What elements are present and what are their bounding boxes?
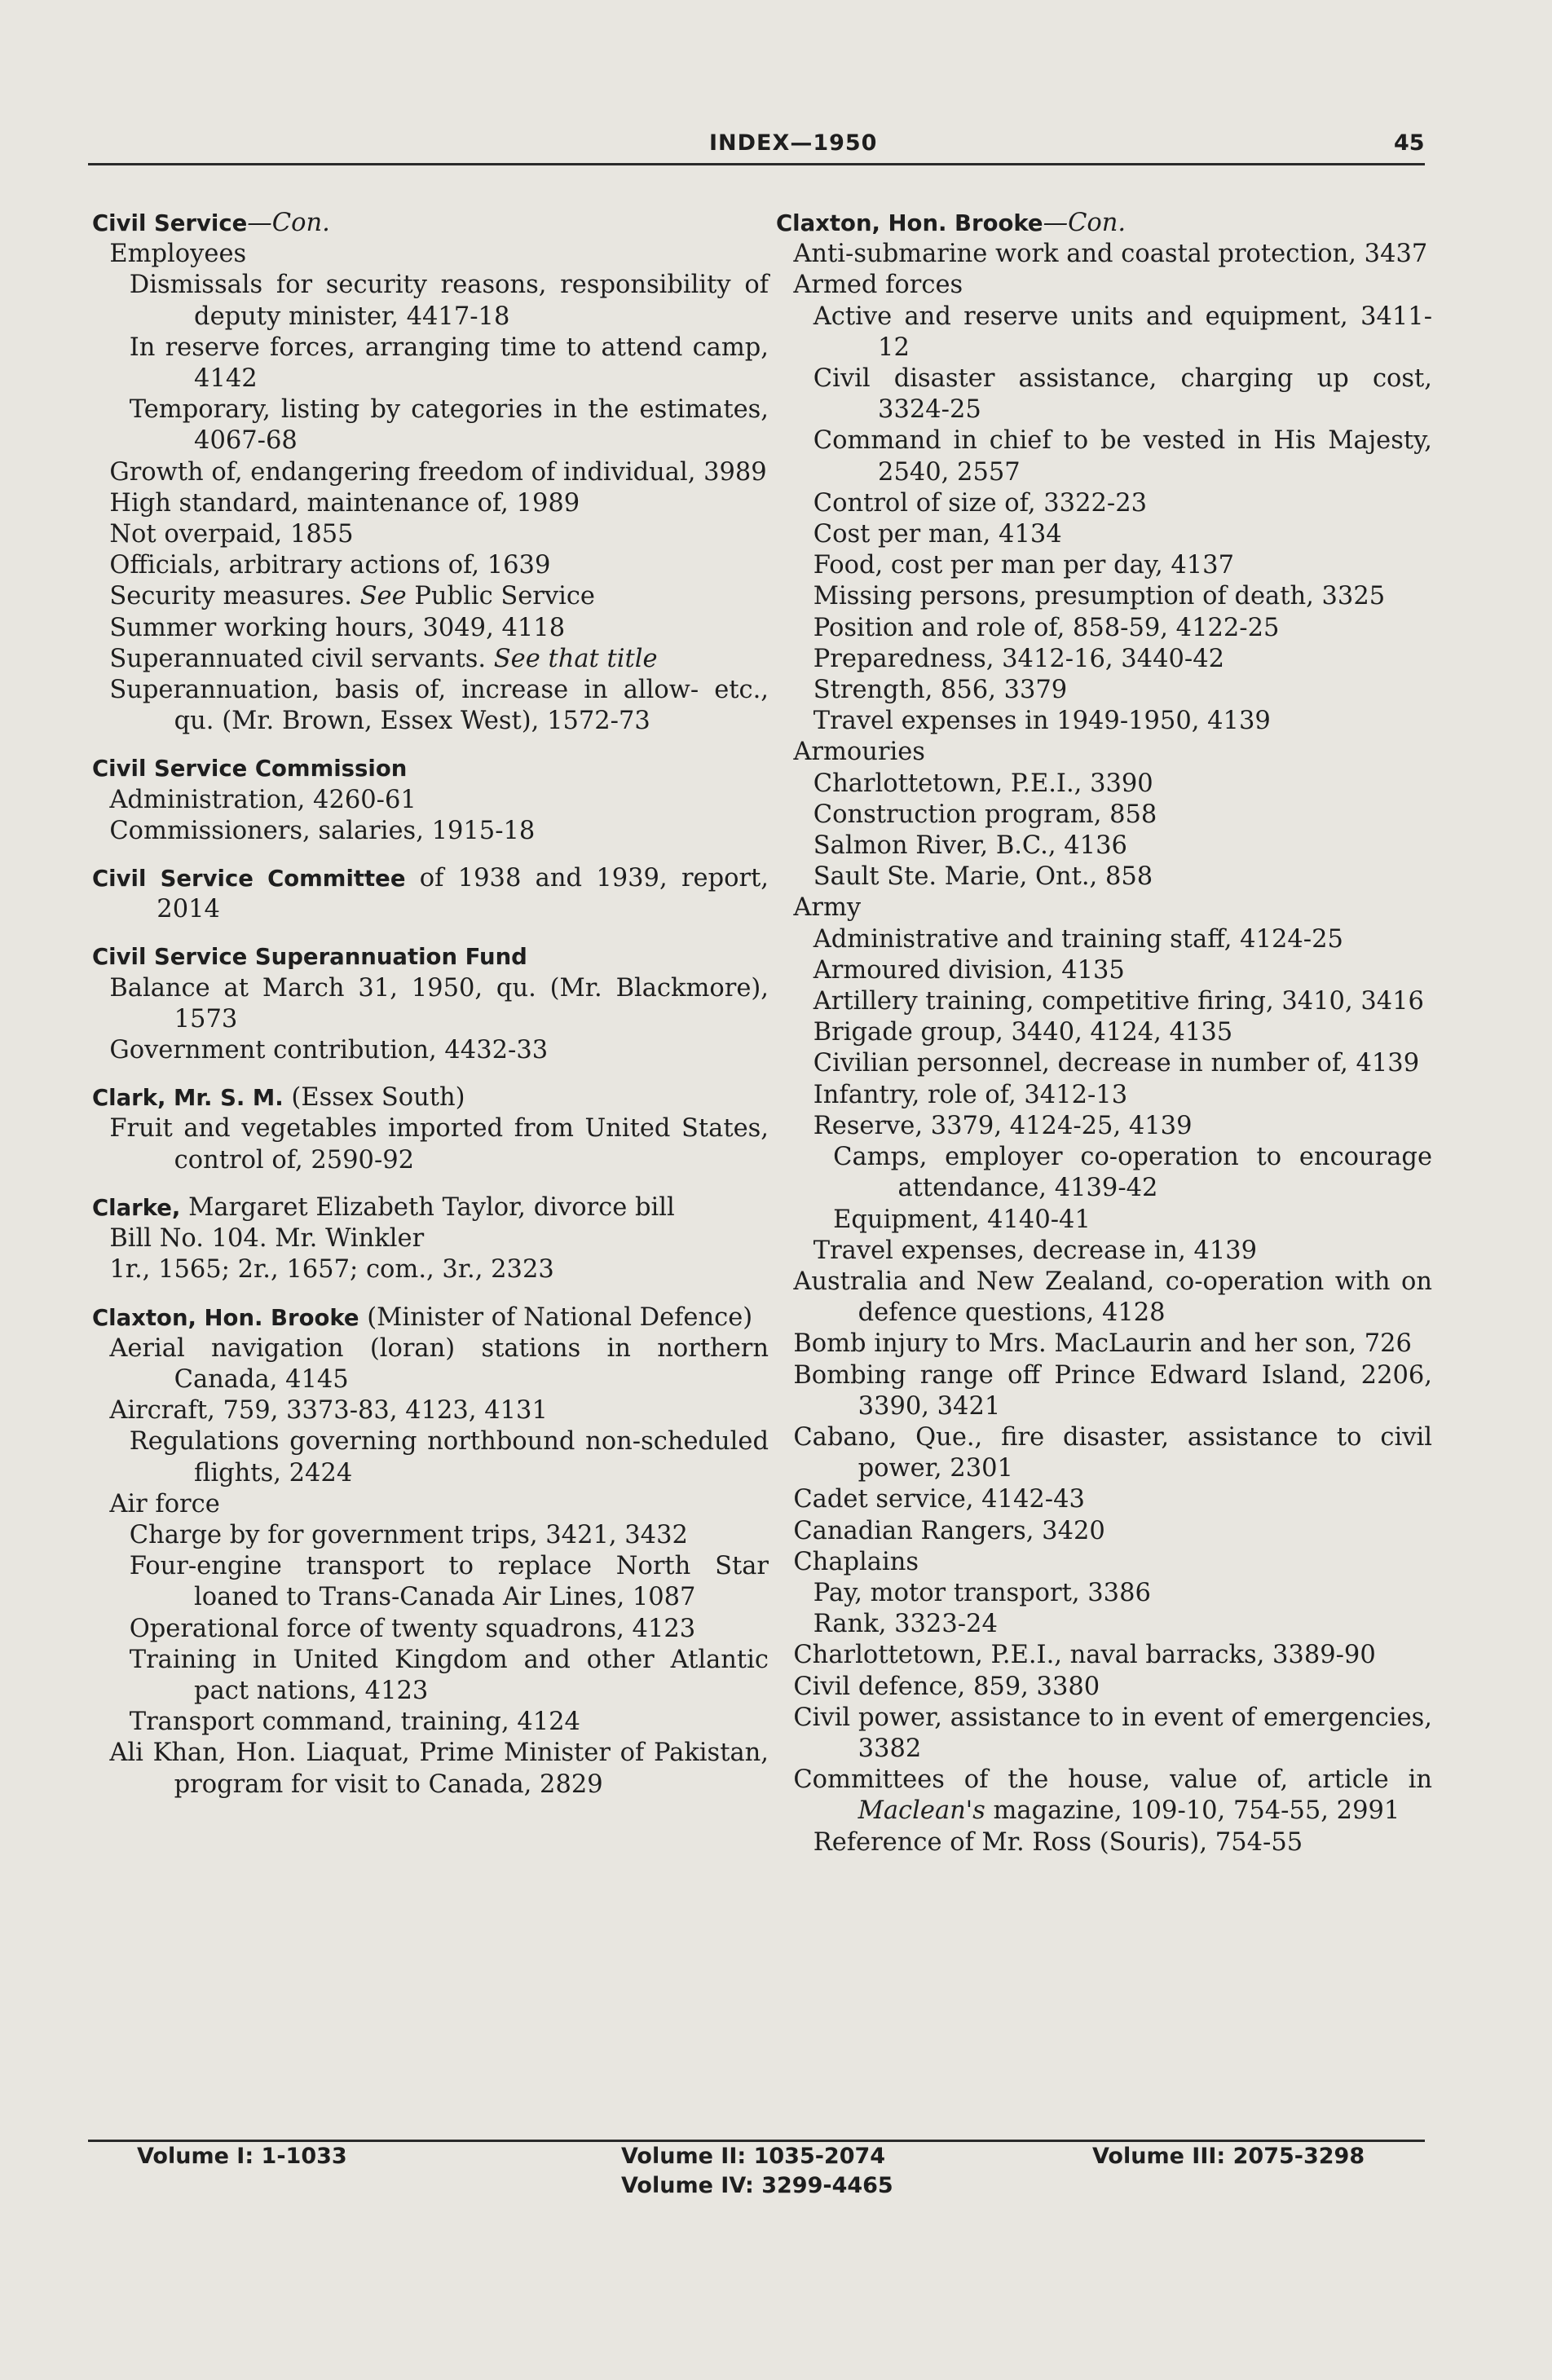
- index-entry: Administration, 4260-61: [109, 785, 417, 814]
- page-number: 45: [1394, 130, 1425, 156]
- header-rule: [88, 163, 1425, 165]
- heading-name: Civil Service: [92, 210, 248, 236]
- index-entry: Not overpaid, 1855: [109, 520, 354, 549]
- index-heading: [92, 208, 769, 239]
- index-entry: Growth of, endangering freedom of individual, 3989: [109, 457, 767, 487]
- index-entry: Control of size of, 3322-23: [813, 488, 1147, 518]
- index-entry: Position and role of, 858-59, 4122-25: [813, 613, 1280, 642]
- footer-volume-2: Volume II: 1035-2074: [621, 2144, 886, 2169]
- footer-rule: [88, 2140, 1425, 2142]
- index-heading: Clark, Mr. S. M. (Essex South): [92, 1083, 465, 1113]
- index-entry: Operational force of twenty squadrons, 4123: [129, 1614, 696, 1643]
- index-entry: Cabano, Que., fire disaster, assistance to civil power, 2301: [793, 1422, 1432, 1483]
- index-entry: Civilian personnel, decrease in number of, 4139: [813, 1049, 1420, 1078]
- index-entry: Balance at March 31, 1950, qu. (Mr. Blackmore), 1573: [109, 973, 769, 1034]
- index-heading: [776, 208, 1432, 239]
- right-column: [776, 208, 1432, 1858]
- index-entry: Training in United Kingdom and other Atlantic pact nations, 4123: [129, 1645, 769, 1705]
- heading-name: Claxton, Hon. Brooke: [92, 1304, 359, 1331]
- index-entry: Australia and New Zealand, co-operation with on defence questions, 4128: [793, 1267, 1432, 1328]
- index-entry: Sault Ste. Marie, Ont., 858: [813, 862, 1153, 892]
- italic-text: Maclean's: [858, 1796, 985, 1826]
- heading-continued: —Con.: [1043, 209, 1127, 237]
- index-entry: Travel expenses, decrease in, 4139: [813, 1236, 1258, 1265]
- index-entry: Dismissals for security reasons, responsibility of deputy minister, 4417-18: [129, 271, 769, 331]
- index-entry: Civil defence, 859, 3380: [793, 1672, 1100, 1701]
- index-entry: Missing persons, presumption of death, 3325: [813, 582, 1386, 611]
- index-entry: Salmon River, B.C., 4136: [813, 831, 1127, 861]
- index-entry: Anti-submarine work and coastal protection, 3437: [793, 240, 1428, 269]
- index-entry: Armed forces: [793, 271, 963, 300]
- index-entry: Artillery training, competitive firing, 3410, 3416: [813, 987, 1424, 1016]
- index-entry: Reference of Mr. Ross (Souris), 754-55: [813, 1827, 1303, 1857]
- index-entry: Commissioners, salaries, 1915-18: [109, 816, 536, 845]
- index-entry: Superannuation, basis of, increase in allow- etc., qu. (Mr. Brown, Essex West), 1572-73: [109, 676, 769, 736]
- index-entry: Committees of the house, value of, article in Maclean's magazine, 109-10, 754-55, 2991: [793, 1765, 1432, 1826]
- index-entry: Civil disaster assistance, charging up cost, 3324-25: [813, 364, 1432, 425]
- index-entry: Fruit and vegetables imported from United States, control of, 2590-92: [109, 1114, 769, 1175]
- index-entry: Bill No. 104. Mr. Winkler: [109, 1224, 425, 1254]
- index-entry: Temporary, listing by categories in the estimates, 4067-68: [129, 395, 769, 456]
- index-heading: Civil Service Committee of 1938 and 1939, report, 2014: [92, 864, 769, 924]
- footer-volume-4: Volume IV: 3299-4465: [621, 2173, 893, 2198]
- index-entry: Pay, motor transport, 3386: [813, 1578, 1151, 1607]
- index-entry: Army: [793, 893, 862, 923]
- index-entry: Ali Khan, Hon. Liaquat, Prime Minister of Pakistan, program for visit to Canada, 2829: [109, 1739, 769, 1799]
- index-entry: Government contribution, 4432-33: [109, 1036, 549, 1065]
- index-entry: Aircraft, 759, 3373-83, 4123, 4131: [109, 1396, 548, 1426]
- page-title: INDEX—1950: [709, 130, 878, 156]
- index-entry: Cadet service, 4142-43: [793, 1485, 1085, 1514]
- index-entry: Charge by for government trips, 3421, 3432: [129, 1520, 688, 1549]
- index-entry: Canadian Rangers, 3420: [793, 1516, 1105, 1545]
- index-entry: Bomb injury to Mrs. MacLaurin and her son, 726: [793, 1329, 1412, 1359]
- index-entry: Air force: [109, 1489, 220, 1518]
- index-entry: 1r., 1565; 2r., 1657; com., 3r., 2323: [109, 1255, 554, 1285]
- index-entry: Equipment, 4140-41: [833, 1205, 1091, 1234]
- index-entry: Armoured division, 4135: [813, 955, 1125, 985]
- index-entry: Strength, 856, 3379: [813, 676, 1068, 705]
- index-entry: Chaplains: [793, 1547, 919, 1576]
- index-entry: Bombing range off Prince Edward Island, 2206, 3390, 3421: [793, 1360, 1432, 1421]
- heading-name: Clarke,: [92, 1194, 181, 1221]
- see-reference: See: [351, 582, 407, 611]
- index-entry: Active and reserve units and equipment, 3411-12: [813, 302, 1432, 362]
- index-entry: Officials, arbitrary actions of, 1639: [109, 551, 551, 580]
- index-entry: Administrative and training staff, 4124-25: [813, 924, 1343, 954]
- index-entry: Preparedness, 3412-16, 3440-42: [813, 644, 1225, 673]
- index-entry: Employees: [109, 240, 247, 269]
- index-entry: Transport command, training, 4124: [129, 1708, 580, 1737]
- index-heading: [92, 753, 769, 784]
- index-entry: Regulations governing northbound non-scheduled flights, 2424: [129, 1427, 769, 1488]
- heading-name: Civil Service Superannuation Fund: [92, 944, 527, 971]
- left-column: [92, 208, 769, 1800]
- index-entry: Superannuated civil servants. See that title: [109, 644, 658, 673]
- heading-name: Civil Service Committee: [92, 866, 406, 892]
- heading-name: Civil Service Commission: [92, 756, 408, 782]
- index-entry: Construction program, 858: [813, 800, 1157, 829]
- heading-name: Claxton, Hon. Brooke: [776, 210, 1043, 236]
- index-entry: Security measures. See Public Service: [109, 582, 595, 611]
- index-entry: Charlottetown, P.E.I., 3390: [813, 769, 1153, 798]
- index-entry: Charlottetown, P.E.I., naval barracks, 3389-90: [793, 1641, 1376, 1670]
- index-heading: Clarke, Margaret Elizabeth Taylor, divorce bill: [92, 1192, 675, 1222]
- index-entry: Rank, 3323-24: [813, 1610, 998, 1639]
- index-entry: Reserve, 3379, 4124-25, 4139: [813, 1111, 1193, 1140]
- index-entry: Command in chief to be vested in His Majesty, 2540, 2557: [813, 426, 1432, 487]
- index-entry: Food, cost per man per day, 4137: [813, 551, 1234, 580]
- footer-volume-1: Volume I: 1-1033: [137, 2144, 347, 2169]
- index-entry: Armouries: [793, 738, 925, 767]
- index-entry: High standard, maintenance of, 1989: [109, 488, 580, 518]
- index-entry: Travel expenses in 1949-1950, 4139: [813, 707, 1271, 736]
- index-entry: In reserve forces, arranging time to attend camp, 4142: [129, 333, 769, 394]
- index-entry: Civil power, assistance to in event of emergencies, 3382: [793, 1703, 1432, 1763]
- index-entry: Brigade group, 3440, 4124, 4135: [813, 1018, 1233, 1047]
- index-entry: Aerial navigation (loran) stations in northern Canada, 4145: [109, 1333, 769, 1394]
- index-heading: Claxton, Hon. Brooke (Minister of National Defence): [92, 1302, 753, 1332]
- index-entry: Infantry, role of, 3412-13: [813, 1080, 1128, 1109]
- index-entry: Cost per man, 4134: [813, 520, 1062, 549]
- footer-volume-3: Volume III: 2075-3298: [1092, 2144, 1365, 2169]
- index-entry: Summer working hours, 3049, 4118: [109, 613, 566, 642]
- index-entry: Camps, employer co-operation to encourage attendance, 4139-42: [833, 1143, 1432, 1203]
- heading-name: Clark, Mr. S. M.: [92, 1085, 284, 1112]
- index-entry: Four-engine transport to replace North Star loaned to Trans-Canada Air Lines, 1087: [129, 1552, 769, 1612]
- heading-continued: —Con.: [247, 209, 330, 237]
- index-heading: [92, 941, 769, 972]
- see-reference: See that title: [493, 644, 658, 673]
